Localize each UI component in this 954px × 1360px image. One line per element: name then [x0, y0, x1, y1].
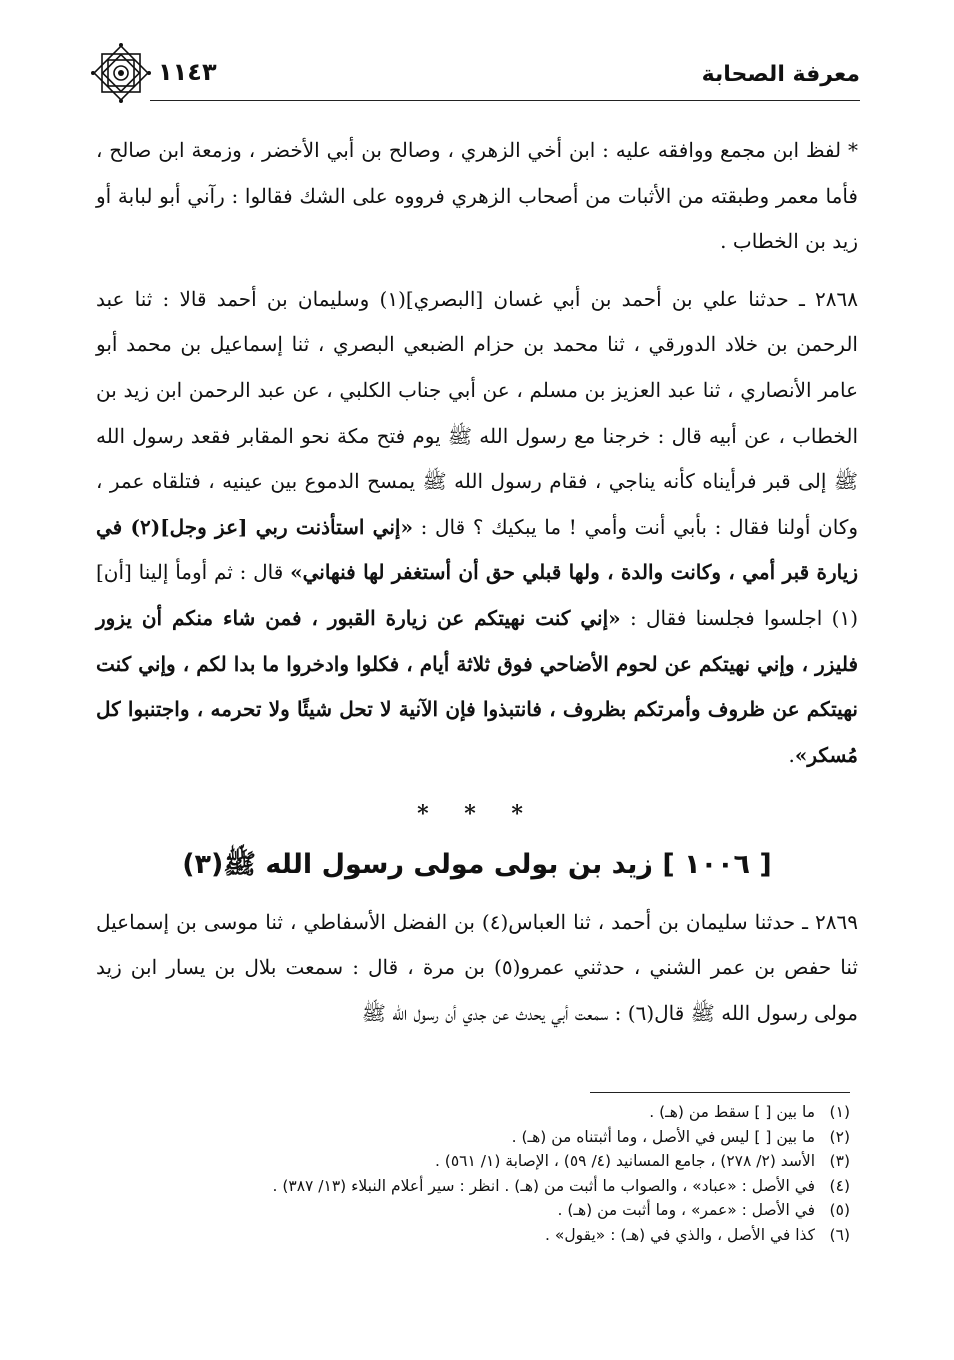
- header-divider: [150, 100, 860, 101]
- footnote-number: (٢): [829, 1127, 850, 1146]
- page-title: معرفة الصحابة: [701, 62, 860, 87]
- footnote: [130, 1198, 850, 1223]
- footnote: [130, 1100, 850, 1125]
- hadith-2868: [96, 277, 858, 779]
- footnote-number: (٤): [829, 1176, 850, 1195]
- footnote-text: في الأصل : «عمر» ، وما أثبت من (هـ) .: [557, 1201, 816, 1219]
- section-separator: * * *: [417, 801, 537, 828]
- footnote-text: ما بين [ ] ليس في الأصل ، وما أثبتناه من (هـ) .: [511, 1127, 816, 1146]
- page-number: ١١٤٣: [158, 58, 217, 86]
- page-header: [88, 40, 860, 120]
- section-heading: [ ١٠٠٦ ] زيد بن بولى مولى رسول الله ﷺ(٣): [182, 848, 772, 880]
- footnote-text: ما بين [ ] سقط من (هـ) .: [649, 1103, 816, 1121]
- footnote-divider: [590, 1092, 850, 1093]
- footnote: [130, 1125, 850, 1150]
- intro-paragraph: * لفظ ابن مجمع ووافقه عليه : ابن أخي الزهري ، وصالح بن أبي الأخضر ، وزمعة ابن صالح ، فأما معمر وطبقته من الأثبات من أصحاب الزهري فرووه على الشك فقالوا : رآني أبو لبابة أو زيد بن الخطاب .: [96, 138, 858, 254]
- hadith-2868-narration: ٢٨٦٨ ـ حدثنا علي بن أحمد بن أبي غسان [البصري](١) وسليمان بن أحمد قالا : ثنا عبد الرحمن بن خلاد الدورقي ، ثنا محمد بن حزام الضبعي البصري ، ثنا إسماعيل بن محمد أبو عامر الأنصاري ، ثنا عبد العزيز بن مسلم ، عن أبي جناب الكلبي ، عن عبد الرحمن ابن زيد بن الخطاب ، عن أبيه قال : خرجنا مع رسول الله ﷺ يوم فتح مكة نحو المقابر فقعد رسول الله ﷺ إلى قبر فرأيناه كأنه يناجي ، فقام رسول الله ﷺ يمسح الدموع بين عينيه ، فتلقاه عمر ، وكان أولنا فقال : بأبي أنت وأمي ! ما يبكيك ؟ قال :: [96, 286, 859, 539]
- hadith-2868-middle: قال : ثم أومأ إلينا [أن](١) اجلسوا فجلسنا فقال :: [96, 560, 858, 630]
- hadith-2868-end: .: [788, 742, 795, 767]
- footnote: [130, 1149, 850, 1174]
- footnote-number: (٣): [829, 1152, 850, 1170]
- star-ornament-icon: [88, 40, 154, 106]
- main-text: [96, 128, 858, 1048]
- hadith-2868-quote-1: «إني استأذنت ربي [عز وجل](٢) في زيارة قبر أمي ، وكانت والدة ، ولها قبلي حق أن أستغفر لها فنهاني»: [96, 514, 859, 585]
- footnote: [130, 1223, 850, 1248]
- footnotes: [130, 1100, 850, 1247]
- hadith-2868-quote-2: «إني كنت نهيتكم عن زيارة القبور ، فمن شاء منكم أن يزور فليزر ، وإني نهيتكم عن لحوم الأضاحي فوق ثلاثة أيام ، فكلوا وادخروا ما بدا لكم ، وإني كنت نهيتكم عن ظروف وأمرتكم بظروف ، فانتبذوا فإن الآنية لا تحل شيئًا ولا تحرمه ، واجتنبوا كل مُسكر»: [96, 605, 859, 767]
- footnote-number: (٥): [829, 1201, 850, 1219]
- footnote-number: (٦): [829, 1225, 850, 1244]
- footnote-text: الأسد (٢/ ٢٧٨) ، جامع المسانيد (٤/ ٥٩) ، الإصابة (١/ ٥٦١) .: [434, 1152, 816, 1170]
- footnote-text: كذا في الأصل ، والذي في (هـ) : «يقول» .: [545, 1225, 816, 1244]
- footnote-number: (١): [829, 1103, 850, 1121]
- hadith-2869: ٢٨٦٩ ـ حدثنا سليمان بن أحمد ، ثنا العباس(٤) بن الفضل الأسفاطي ، ثنا موسى بن إسماعيل ثنا حفص بن عمر الشني ، حدثني عمرو(٥) بن مرة ، قال : سمعت بلال بن يسار ابن زيد مولى رسول الله ﷺ قال(٦) : سمعت أبي يحدث عن جدي أن رسول الله ﷺ: [96, 909, 858, 1025]
- footnote: [130, 1174, 850, 1199]
- footnote-text: في الأصل : «عباد» ، والصواب ما أثبت من (هـ) . انظر : سير أعلام النبلاء (١٣/ ٣٨٧) .: [272, 1176, 816, 1195]
